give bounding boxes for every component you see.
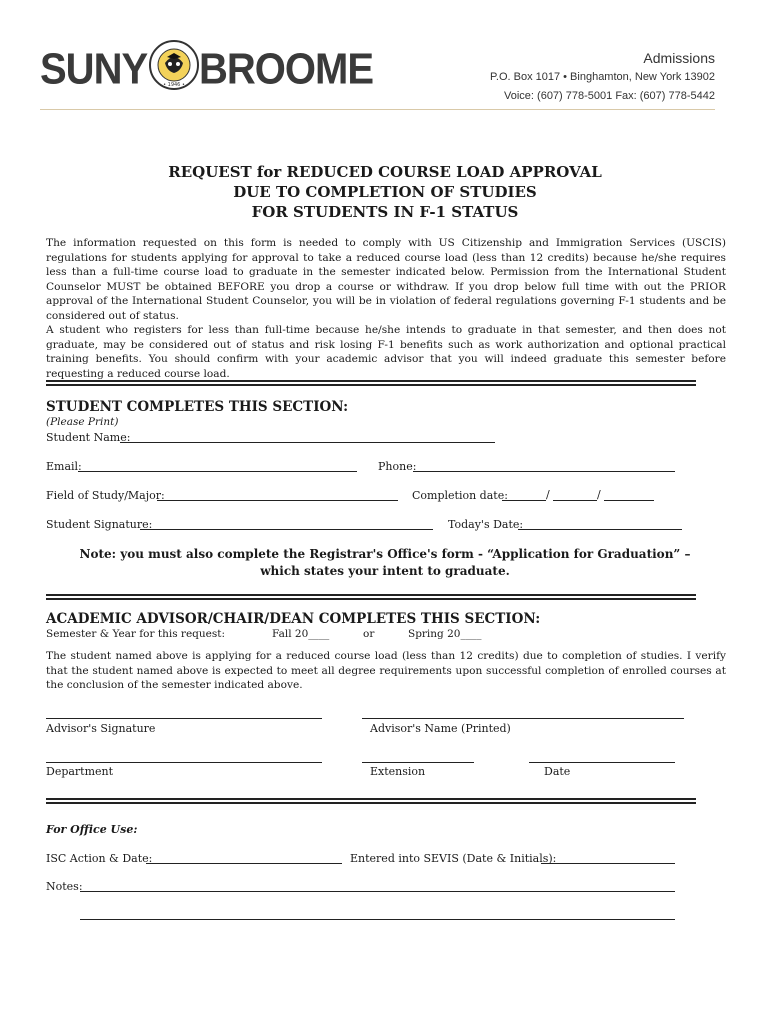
advisor-name-field[interactable] — [362, 718, 684, 719]
extension-label: Extension — [370, 765, 426, 778]
advisor-signature-label: Advisor's Signature — [46, 722, 156, 735]
advisor-section-heading: ACADEMIC ADVISOR/CHAIR/DEAN COMPLETES THIS SECTION: — [46, 611, 541, 627]
svg-text:• 1946 •: • 1946 • — [163, 82, 185, 88]
completion-month-field[interactable] — [502, 500, 546, 501]
phone-field[interactable] — [413, 471, 675, 472]
isc-action-field[interactable] — [146, 863, 342, 864]
completion-date-label: Completion date: — [412, 489, 508, 502]
student-section-heading: STUDENT COMPLETES THIS SECTION: — [46, 399, 349, 415]
extension-field[interactable] — [362, 762, 474, 763]
student-signature-label: Student Signature: — [46, 518, 153, 531]
form-title-line2: DUE TO COMPLETION OF STUDIES — [233, 183, 537, 201]
form-title-line1: REQUEST for REDUCED COURSE LOAD APPROVAL — [168, 163, 602, 181]
field-of-study-field[interactable] — [157, 500, 398, 501]
department-label: Department — [46, 765, 114, 778]
section-divider — [46, 594, 696, 600]
student-signature-field[interactable] — [140, 529, 433, 530]
section-divider — [46, 798, 696, 804]
intro-paragraph-1: The information requested on this form is needed to comply with US Citizenship and Immigration Services (USCIS) regulations for students applying for approval to take a reduced course load (less than 12 credits) because he/she requires less than a full-time course load to graduate in the semester indicated below. Permission from the International Student Counselor MUST be obtained BEFORE you drop a course or withdraw. If you drop below full time with out the PRIOR approval of the International Student Counselor, you will be in violation of federal regulations governing F-1 students and be considered out of status. — [46, 237, 726, 322]
department-field[interactable] — [46, 762, 322, 763]
office-name: Admissions — [643, 50, 715, 66]
graduation-note-line1: Note: you must also complete the Registrar's Office's form - “Application for Graduation” – — [79, 547, 691, 561]
isc-action-label: ISC Action & Date: — [46, 852, 153, 865]
spring-option[interactable]: Spring 20____ — [408, 628, 482, 640]
date-separator: / — [546, 488, 550, 501]
date-label: Date — [544, 765, 571, 778]
completion-year-field[interactable] — [604, 500, 654, 501]
office-address: P.O. Box 1017 • Binghamton, New York 13902 — [489, 71, 715, 83]
form-title-line3: FOR STUDENTS IN F-1 STATUS — [251, 203, 519, 221]
or-text: or — [363, 628, 375, 640]
student-name-field[interactable] — [120, 442, 495, 443]
intro-paragraph-2: A student who registers for less than full-time because he/she intends to graduate in that semester, and then does not graduate, may be considered out of status and risk losing F-1 benefits such as work authorization and optional practical training benefits. You should confirm with your academic advisor that you will indeed graduate this semester before requesting a reduced course load. — [46, 324, 726, 380]
fall-option[interactable]: Fall 20____ — [272, 628, 330, 640]
notes-label: Notes: — [46, 880, 83, 893]
advisor-statement: The student named above is applying for a reduced course load (less than 12 credits) due to completion of studies. I verify that the student named above is expected to meet all degree requirements upon successful completion of enrolled courses at the conclusion of the semester indicated above. — [46, 650, 726, 692]
notes-field-line1[interactable] — [80, 891, 675, 892]
date-separator: / — [597, 488, 601, 501]
logo-suny: SUNY — [40, 45, 148, 94]
advisor-name-label: Advisor's Name (Printed) — [370, 722, 511, 735]
notes-field-line2[interactable] — [80, 919, 675, 920]
completion-day-field[interactable] — [553, 500, 597, 501]
todays-date-label: Today's Date: — [448, 518, 524, 531]
office-use-heading: For Office Use: — [46, 823, 138, 836]
advisor-signature-field[interactable] — [46, 718, 322, 719]
college-seal-icon — [148, 39, 196, 87]
sevis-field[interactable] — [541, 863, 675, 864]
phone-label: Phone: — [378, 460, 417, 473]
section-divider — [46, 380, 696, 386]
sevis-label: Entered into SEVIS (Date & Initials): — [350, 852, 557, 865]
field-of-study-label: Field of Study/Major: — [46, 489, 165, 502]
graduation-note-line2: which states your intent to graduate. — [260, 564, 510, 578]
email-field[interactable] — [78, 471, 357, 472]
email-label: Email: — [46, 460, 82, 473]
date-field[interactable] — [529, 762, 675, 763]
student-name-label: Student Name: — [46, 431, 131, 444]
office-phone: Voice: (607) 778-5001 Fax: (607) 778-5442 — [504, 90, 715, 102]
semester-year-label: Semester & Year for this request: — [46, 628, 225, 640]
please-print-note: (Please Print) — [46, 416, 119, 428]
header-divider — [40, 109, 715, 110]
logo-broome: BROOME — [199, 45, 373, 94]
todays-date-field[interactable] — [518, 529, 682, 530]
